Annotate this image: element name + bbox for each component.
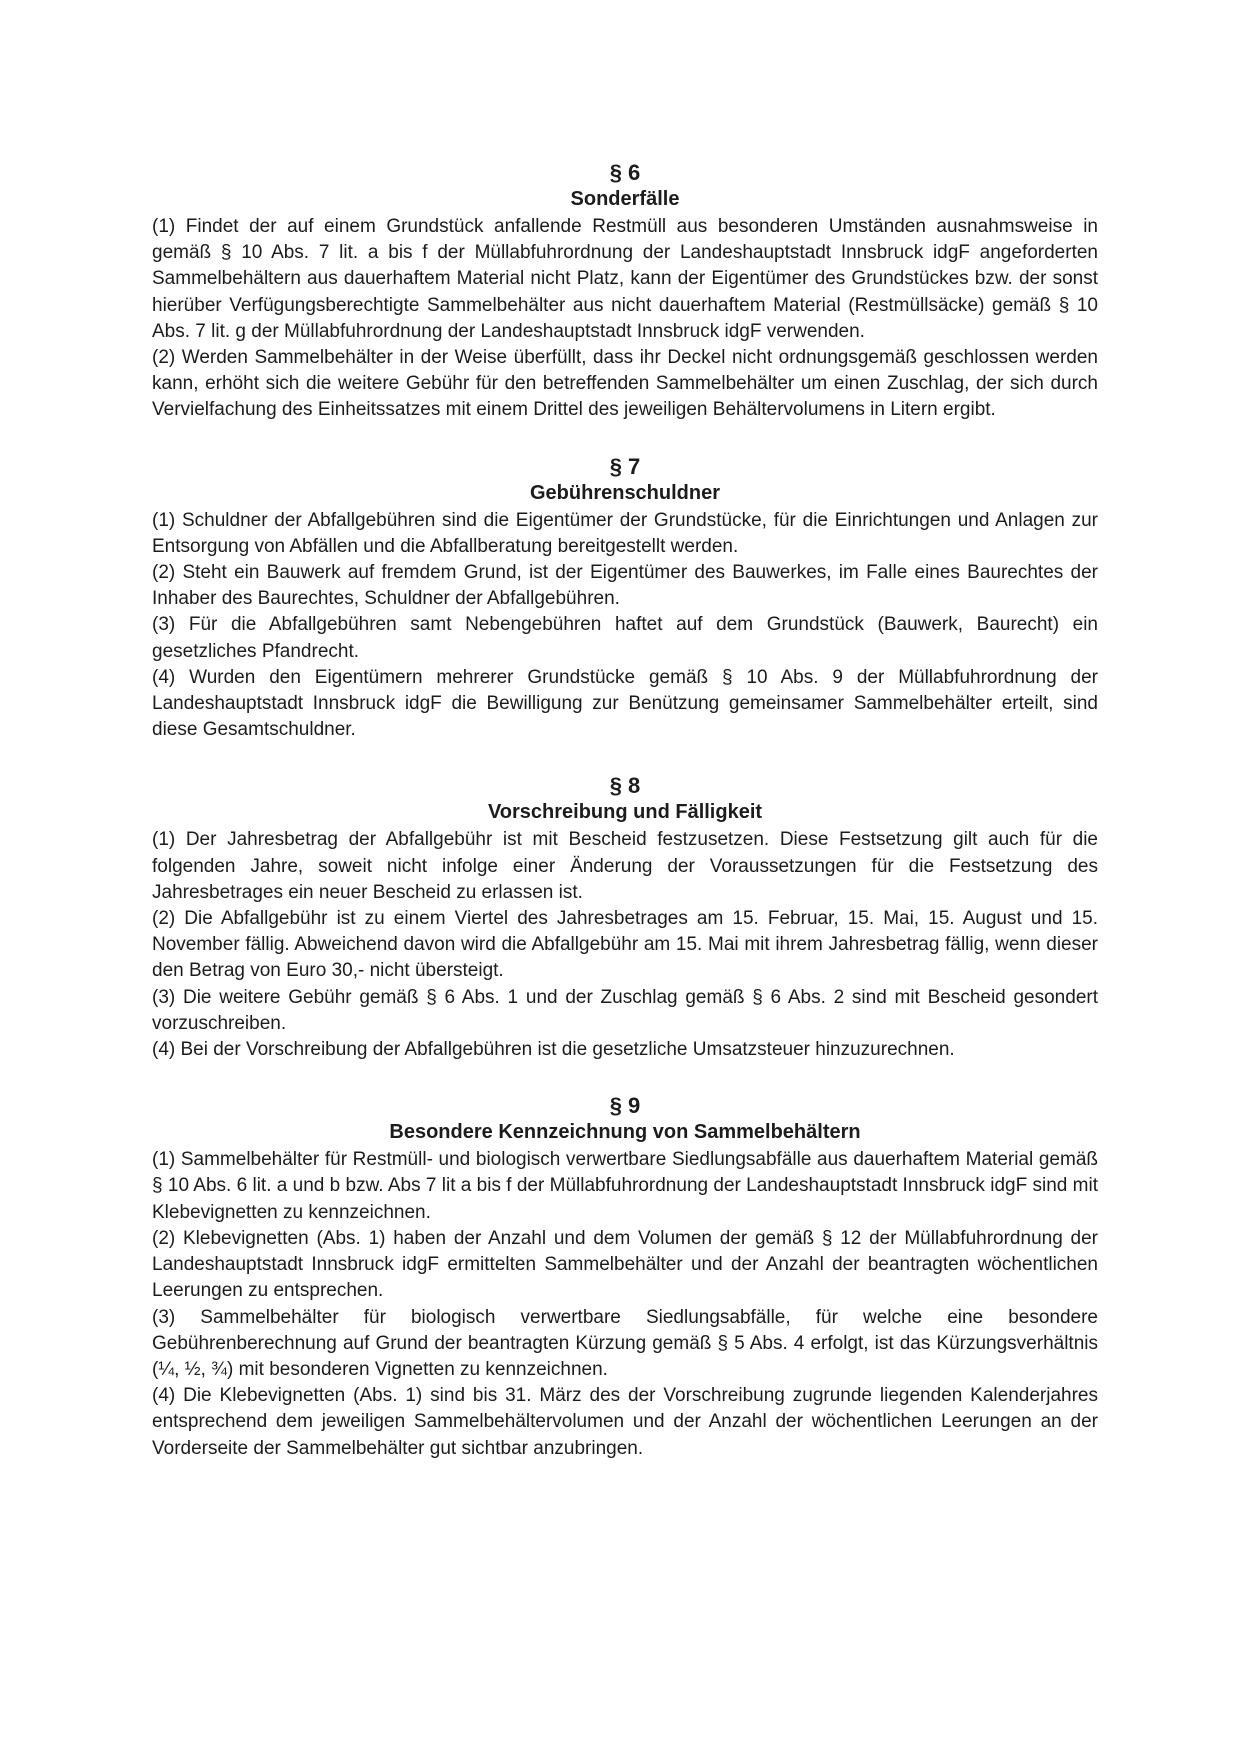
section-number: § 7 bbox=[609, 453, 641, 479]
paragraph: (3) Sammelbehälter für biologisch verwertbare Siedlungsabfälle, für welche eine besondere Gebührenberechnung auf Grund der beantragten Kürzung gemäß § 5 Abs. 4 erfolgt, ist das Kürzungsverhältnis (¼, ½, ¾) mit besonderen Vignetten zu kennzeichnen. bbox=[152, 1306, 1098, 1380]
paragraph: (1) Der Jahresbetrag der Abfallgebühr ist mit Bescheid festzusetzen. Diese Festsetzung gilt auch für die folgenden Jahre, soweit nicht infolge einer Änderung der Voraussetzungen für die Festsetzung des Jahresbetrages ein neuer Bescheid zu erlassen ist. bbox=[152, 829, 1098, 903]
paragraph: (1) Schuldner der Abfallgebühren sind die Eigentümer der Grundstücke, für die Einrichtungen und Anlagen zur Entsorgung von Abfällen und die Abfallberatung bereitgestellt werden. bbox=[152, 509, 1098, 557]
paragraph: (1) Findet der auf einem Grundstück anfallende Restmüll aus besonderen Umständen ausnahmsweise in gemäß § 10 Abs. 7 lit. a bis f der Müllabfuhrordnung der Landeshauptstadt Innsbruck idgF angeforderten Sammelbehältern aus dauerhaftem Material nicht Platz, kann der Eigentümer des Grundstückes bzw. der sonst hierüber Verfügungsberechtigte Sammelbehälter aus nicht dauerhaftem Material (Restmüllsäcke) gemäß § 10 Abs. 7 lit. g der Müllabfuhrordnung der Landeshauptstadt Innsbruck idgF verwenden. bbox=[152, 216, 1098, 342]
section-number: § 8 bbox=[609, 773, 641, 799]
section-7 bbox=[152, 454, 1098, 744]
section-title: Besondere Kennzeichnung von Sammelbehältern bbox=[389, 1121, 861, 1144]
paragraph: (3) Die weitere Gebühr gemäß § 6 Abs. 1 und der Zuschlag gemäß § 6 Abs. 2 sind mit Bescheid gesondert vorzuschreiben. bbox=[152, 986, 1098, 1034]
section-9 bbox=[152, 1093, 1098, 1461]
section-number: § 6 bbox=[609, 160, 641, 185]
paragraph: (2) Die Abfallgebühr ist zu einem Viertel des Jahresbetrages am 15. Februar, 15. Mai, 15. August und 15. November fällig. Abweichend davon wird die Abfallgebühr am 15. Mai mit ihrem Jahresbetrag fällig, wenn dieser den Betrag von Euro 30,- nicht übersteigt. bbox=[152, 908, 1098, 982]
section-title: Vorschreibung und Fälligkeit bbox=[487, 801, 763, 824]
section-8 bbox=[152, 773, 1098, 1063]
section-title: Sonderfälle bbox=[570, 188, 680, 210]
section-title: Gebührenschuldner bbox=[529, 481, 721, 504]
paragraph: (4) Die Klebevignetten (Abs. 1) sind bis 31. März des der Vorschreibung zugrunde liegenden Kalenderjahres entsprechend dem jeweiligen Sammelbehältervolumen und der Anzahl der wöchentlichen Leerungen an der Vorderseite der Sammelbehälter gut sichtbar anzubringen. bbox=[152, 1385, 1098, 1459]
document-page bbox=[152, 160, 1098, 1462]
section-6 bbox=[152, 160, 1098, 424]
paragraph: (1) Sammelbehälter für Restmüll- und biologisch verwertbare Siedlungsabfälle aus dauerhaftem Material gemäß § 10 Abs. 6 lit. a und b bzw. Abs 7 lit a bis f der Müllabfuhrordnung der Landeshauptstadt Innsbruck idgF sind mit Klebevignetten zu kennzeichnen. bbox=[152, 1149, 1098, 1223]
paragraph: (4) Wurden den Eigentümern mehrerer Grundstücke gemäß § 10 Abs. 9 der Müllabfuhrordnung der Landeshauptstadt Innsbruck idgF die Bewilligung zur Benützung gemeinsamer Sammelbehälter erteilt, sind diese Gesamtschuldner. bbox=[152, 666, 1098, 741]
paragraph: (2) Werden Sammelbehälter in der Weise überfüllt, dass ihr Deckel nicht ordnungsgemäß geschlossen werden kann, erhöht sich die weitere Gebühr für den betreffenden Sammelbehälter um einen Zuschlag, der sich durch Vervielfachung des Einheitssatzes mit einem Drittel des jeweiligen Behältervolumens in Litern ergibt. bbox=[152, 347, 1098, 421]
section-number: § 9 bbox=[609, 1093, 641, 1119]
paragraph: (2) Klebevignetten (Abs. 1) haben der Anzahl und dem Volumen der gemäß § 12 der Müllabfuhrordnung der Landeshauptstadt Innsbruck idgF ermittelten Sammelbehälter und der Anzahl der beantragten wöchentlichen Leerungen zu entsprechen. bbox=[152, 1227, 1098, 1302]
paragraph: (2) Steht ein Bauwerk auf fremdem Grund, ist der Eigentümer des Bauwerkes, im Falle eines Baurechtes der Inhaber des Baurechtes, Schuldner der Abfallgebühren. bbox=[152, 562, 1098, 610]
paragraph: (3) Für die Abfallgebühren samt Nebengebühren haftet auf dem Grundstück (Bauwerk, Baurecht) ein gesetzliches Pfandrecht. bbox=[152, 614, 1098, 662]
paragraph: (4) Bei der Vorschreibung der Abfallgebühren ist die gesetzliche Umsatzsteuer hinzuzurechnen. bbox=[152, 1039, 955, 1061]
